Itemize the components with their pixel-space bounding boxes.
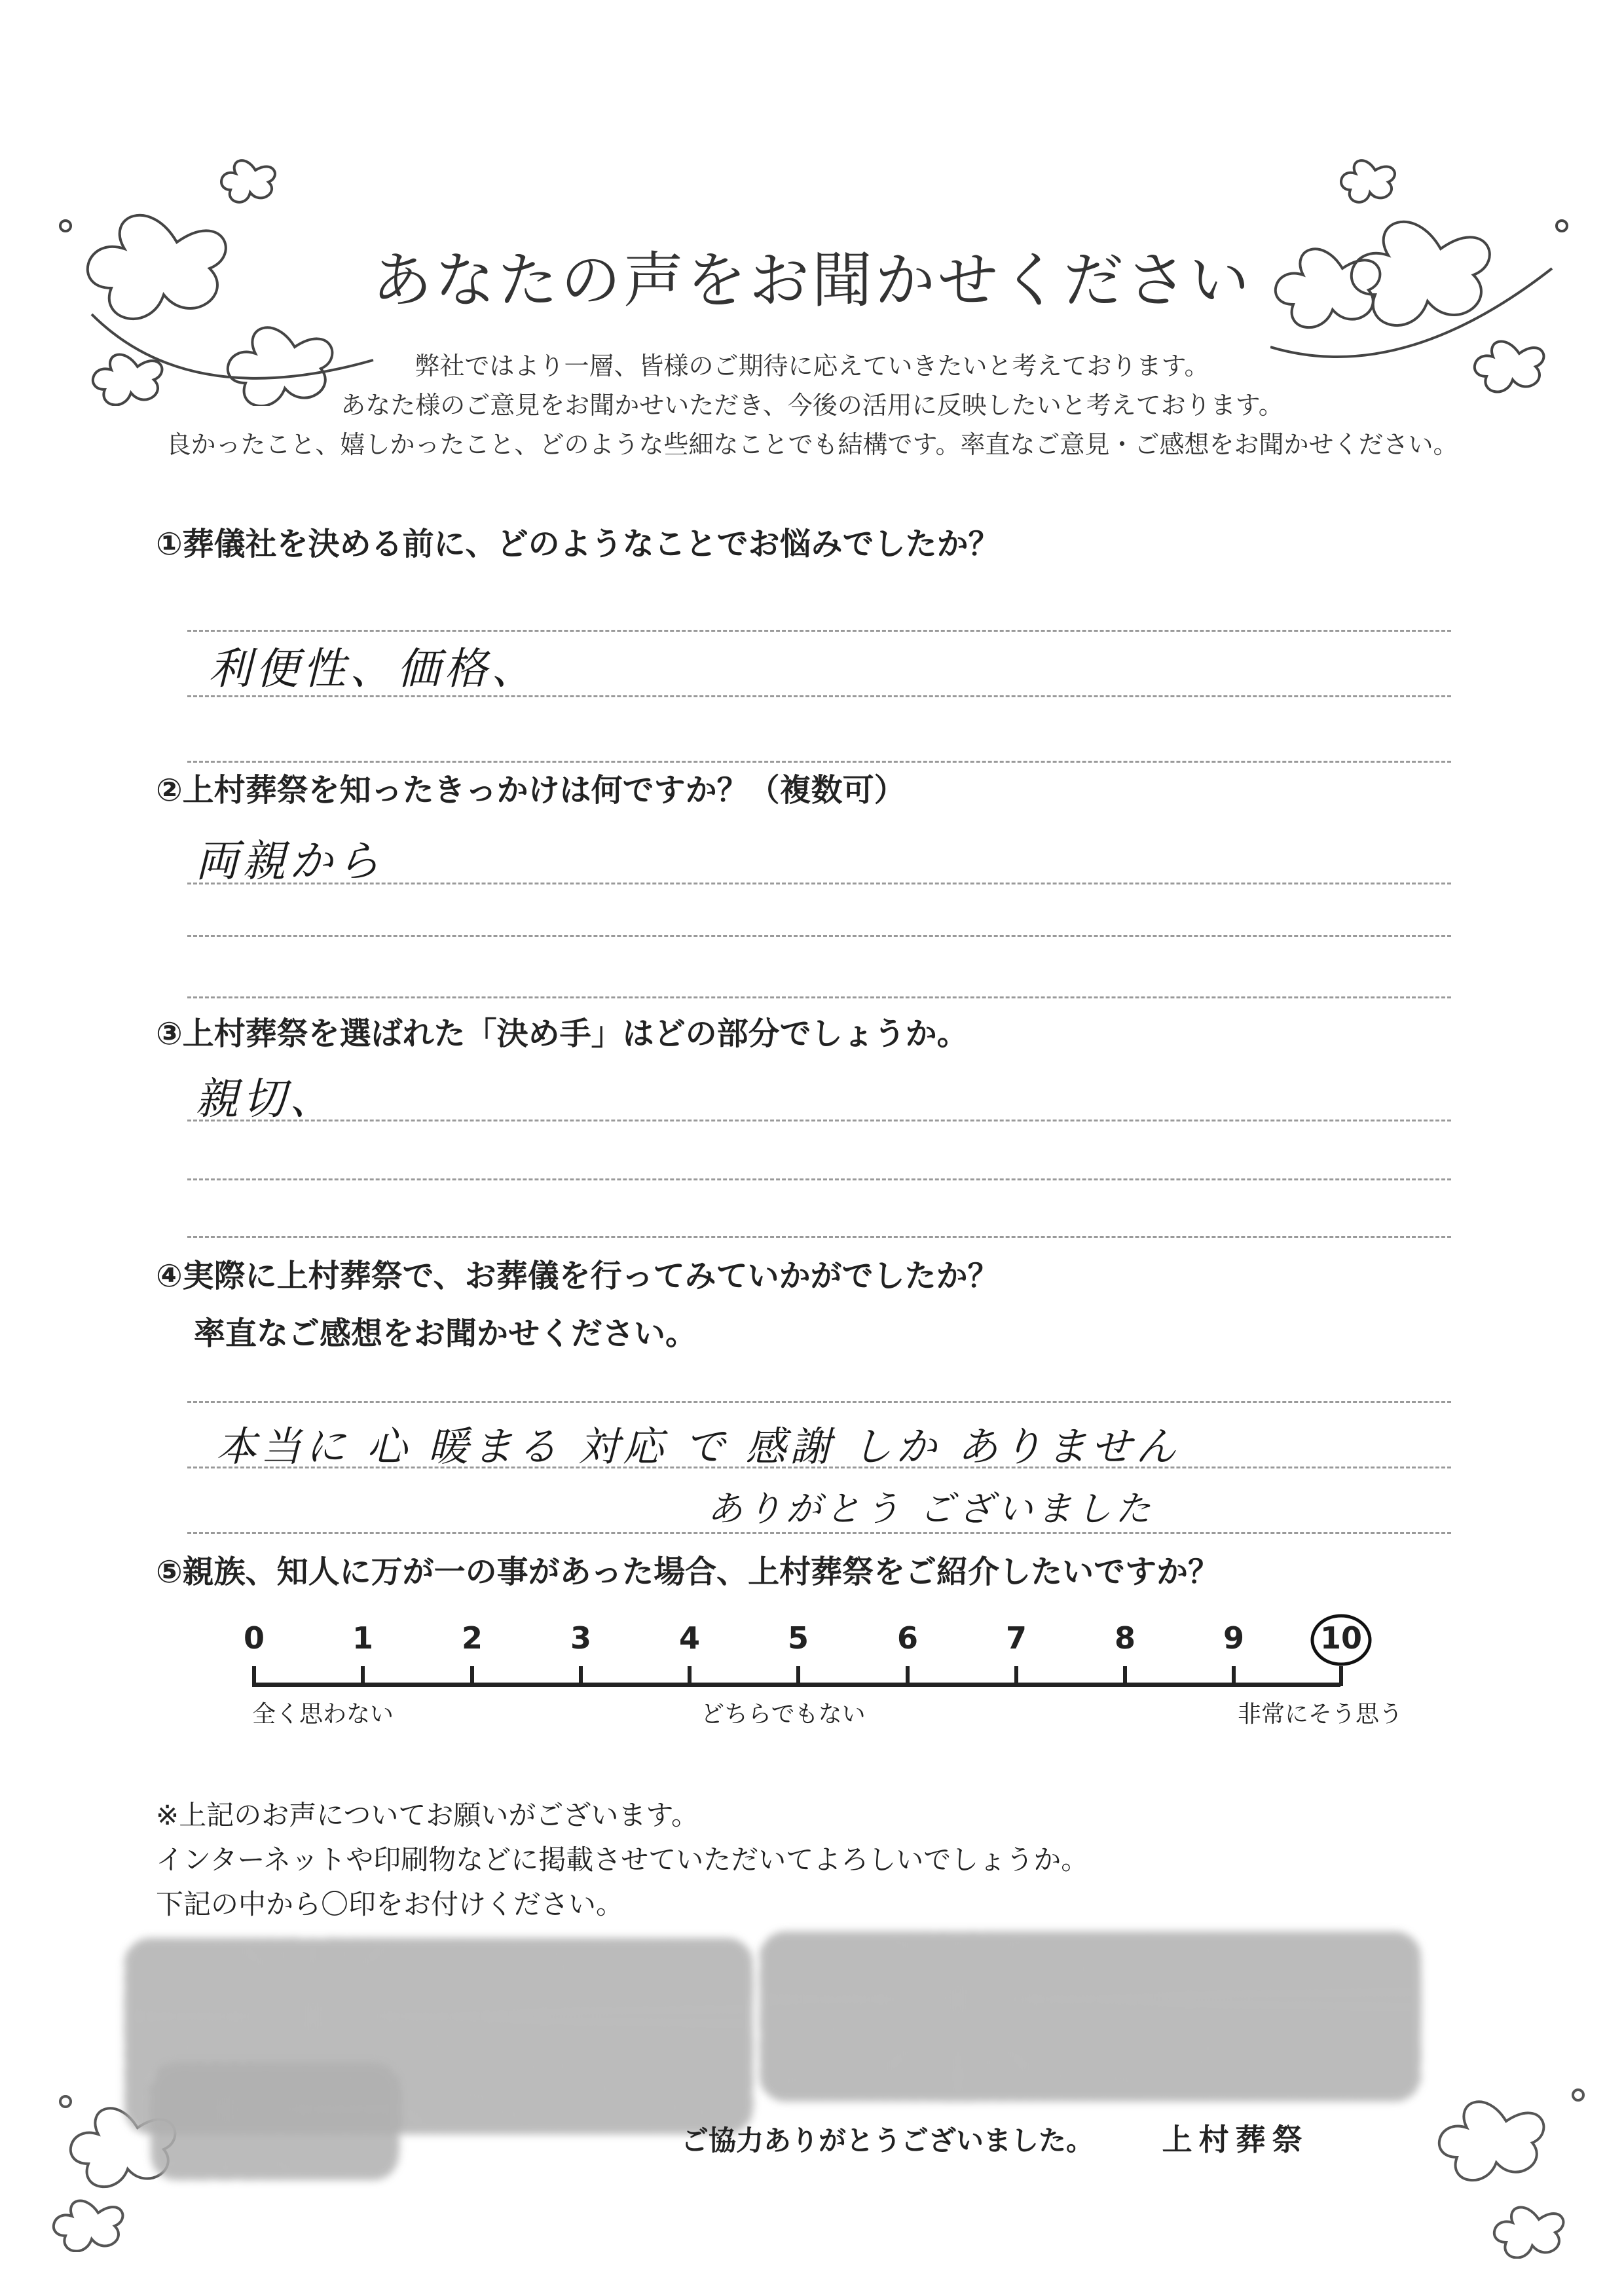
question-3-label: ③上村葬祭を選ばれた「決め手」はどの部分でしょうか。 (156, 1015, 969, 1052)
question-1-answer: 利便性、価格、 (208, 644, 538, 694)
question-4-answer-1: 本当に 心 暖まる 対応 で 感謝 しか ありません (216, 1423, 1180, 1470)
scale-tick-2[interactable]: 2 (461, 1620, 483, 1656)
question-1-label: ①葬儀社を決める前に、どのようなことでお悩みでしたか？ (156, 526, 1000, 562)
answer-line (187, 1178, 1451, 1180)
scale-label-mid: どちらでもない (701, 1701, 866, 1728)
intro-line-1: 弊社ではより一層、皆様のご期待に応えていきたいと考えております。 (415, 352, 1209, 380)
answer-line (187, 1467, 1451, 1468)
selected-circle-mark (1308, 1612, 1374, 1668)
redacted-area-bottom (151, 2062, 399, 2180)
scale-tick-5[interactable]: 5 (787, 1620, 809, 1656)
scale-tick-8[interactable]: 8 (1114, 1620, 1135, 1656)
permission-note-2: インターネットや印刷物などに掲載させていただいてよろしいでしょうか。 (156, 1844, 1089, 1876)
intro-line-3: 良かったこと、嬉しかったこと、どのような些細なことでも結構です。率直なご意見・ご感想をお聞かせください。 (166, 430, 1458, 459)
clover-decoration-bottom-right (1408, 2036, 1604, 2259)
scale-tick-3[interactable]: 3 (570, 1620, 591, 1656)
scale-tick-9[interactable]: 9 (1223, 1620, 1244, 1656)
answer-line (187, 1401, 1451, 1403)
scale-label-low: 全く思わない (252, 1701, 394, 1728)
scale-tick-1[interactable]: 1 (352, 1620, 373, 1656)
answer-line (187, 1120, 1451, 1121)
question-4-answer-2: ありがとう ございました (707, 1488, 1155, 1529)
scale-tick-0[interactable]: 0 (243, 1620, 265, 1656)
scale-ticks (249, 1666, 1349, 1692)
footer-brand: 上村葬祭 (1162, 2122, 1309, 2157)
answer-line (187, 883, 1451, 884)
footer-thanks: ご協力ありがとうございました。 (681, 2124, 1094, 2157)
page-title: あなたの声をお聞かせください (371, 246, 1252, 316)
question-5-label: ⑤親族、知人に万が一の事があった場合、上村葬祭をご紹介したいですか？ (156, 1554, 1220, 1590)
answer-line (187, 630, 1451, 632)
question-3-answer: 親切、 (195, 1074, 337, 1124)
scale-tick-10[interactable]: 10 (1320, 1620, 1362, 1656)
question-4-label: ④実際に上村葬祭で、お葬儀を行ってみていかがでしたか？ (156, 1258, 999, 1294)
answer-line (187, 695, 1451, 697)
answer-line (187, 761, 1451, 763)
scale-label-high: 非常にそう思う (1238, 1701, 1403, 1728)
answer-line (187, 935, 1451, 937)
answer-line (187, 1532, 1451, 1534)
answer-line (187, 996, 1451, 998)
question-4-label-2: 率直なご感想をお聞かせください。 (194, 1315, 697, 1352)
redacted-area-right (760, 1931, 1421, 2102)
scale-tick-6[interactable]: 6 (896, 1620, 918, 1656)
question-2-label: ②上村葬祭を知ったきっかけは何ですか？（複数可） (156, 772, 906, 809)
question-2-answer: 両親から (195, 836, 384, 886)
permission-note-3: 下記の中から〇印をお付けください。 (156, 1888, 624, 1920)
footer (681, 2116, 1309, 2159)
scale-tick-7[interactable]: 7 (1005, 1620, 1027, 1656)
permission-note-1: ※上記のお声についてお願いがございます。 (156, 1799, 699, 1831)
scale-tick-4[interactable]: 4 (678, 1620, 700, 1656)
answer-line (187, 1236, 1451, 1238)
intro-line-2: あなた様のご意見をお聞かせいただき、今後の活用に反映したいと考えております。 (341, 391, 1283, 420)
